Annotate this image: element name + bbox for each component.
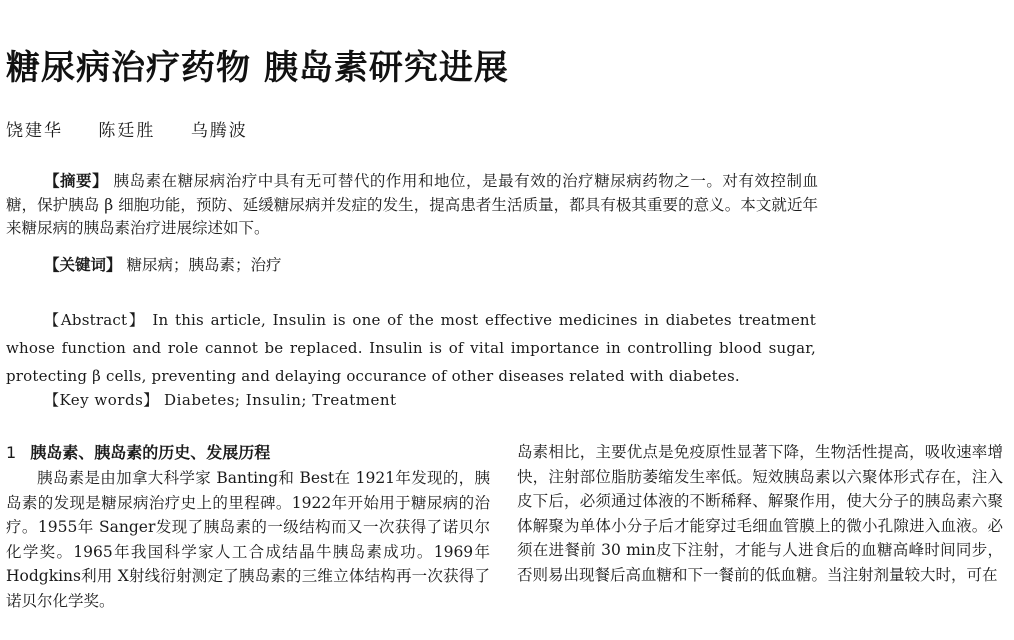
section-title: 胰岛素、胰岛素的历史、发展历程 [30,443,271,462]
body-paragraph: 岛素相比，主要优点是免疫原性显著下降，生物活性提高，吸收速率增快，注射部位脂肪萎缩发生率低。短效胰岛素以六聚体形式存在，注入皮下后，必须通过体液的不断稀释、解聚作用，使大分子的胰岛素六聚体解聚为单体小分子后才能穿过毛细血管膜上的微小孔隙进入血液。必须在进餐前 30 min皮下注射，才能与人进食后的血糖高峰时间同步，否则易出现餐后高血糖和下一餐前的低血糖。当注射剂量较大时，可在 [517,443,1003,584]
abstract-label: 【摘要】 [44,172,109,190]
keywords-chinese [44,253,281,275]
author-name: 乌腾波 [190,121,248,141]
keywords-en-label: 【Key words】 [44,391,159,409]
abstract-en-label: 【Abstract】 [44,311,146,329]
body-column-left [6,440,490,613]
keywords-label: 【关键词】 [44,256,122,274]
keywords-english [44,389,397,410]
keywords-en-text: Diabetes; Insulin; Treatment [164,391,397,409]
article-title: 糖尿病治疗药物 胰岛素研究进展 [6,48,509,88]
abstract-english [6,306,816,390]
section-heading [6,440,490,466]
abstract-en-text: In this article, Insulin is one of the most effective medicines in diabetes treatment whose function and role cannot be replaced. Insulin is of vital importance in controlling blood sugar, protecting β cells, preventing and delaying occurance of other diseases related with diabetes. [6,311,817,385]
abstract-chinese [6,170,818,241]
body-column-right [517,440,1003,587]
author-list [6,116,276,141]
author-name: 陈廷胜 [98,121,156,141]
author-name: 饶建华 [6,121,63,141]
abstract-text: 胰岛素在糖尿病治疗中具有无可替代的作用和地位，是最有效的治疗糖尿病药物之一。对有效控制血糖，保护胰岛 β 细胞功能，预防、延缓糖尿病并发症的发生，提高患者生活质量，都具有极其重要的意义。本文就近年来糖尿病的胰岛素治疗进展综述如下。 [6,172,818,237]
keywords-text: 糖尿病；胰岛素；治疗 [126,256,282,274]
body-paragraph: 胰岛素是由加拿大科学家 Banting和 Best在 1921年发现的，胰岛素的发现是糖尿病治疗史上的里程碑。1922年开始用于糖尿病的治疗。1955年 Sanger发现了胰岛素的一级结构而又一次获得了诺贝尔化学奖。1965年我国科学家人工合成结晶牛胰岛素成功。1969年 Hodgkins利用 X射线衍射测定了胰岛素的三维立体结构再一次获得了诺贝尔化学奖。 [6,469,490,610]
section-number: 1 [6,443,17,462]
